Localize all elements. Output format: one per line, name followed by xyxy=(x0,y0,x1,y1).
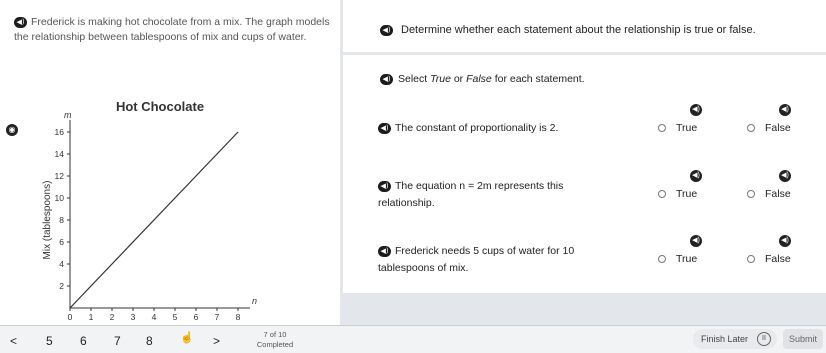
intro-text xyxy=(14,15,334,45)
chart-title: Hot Chocolate xyxy=(115,99,205,114)
speaker-icon[interactable]: ◀) xyxy=(378,181,391,192)
statement-3-text: Frederick needs 5 cups of water for 10 tablespoons of mix. xyxy=(378,245,575,274)
y-tick-label: 10 xyxy=(54,193,64,203)
speaker-icon[interactable]: ◀) xyxy=(14,17,27,28)
true-label: True xyxy=(676,188,698,200)
speaker-icon[interactable]: ◀) xyxy=(690,170,702,182)
hot-chocolate-chart xyxy=(0,95,330,325)
speaker-icon[interactable]: ◀) xyxy=(380,74,393,85)
radio-button[interactable] xyxy=(658,255,666,263)
instruction-or: or xyxy=(450,73,467,85)
x-variable-label: n xyxy=(252,296,258,306)
y-tick-label: 12 xyxy=(54,171,64,181)
y-tick-label: 14 xyxy=(54,149,64,159)
x-tick-label: 5 xyxy=(172,312,178,322)
statement-1 xyxy=(378,120,598,137)
page-5-button[interactable]: 5 xyxy=(46,334,53,348)
statement-2-text: The equation n = 2m represents this relationship. xyxy=(378,180,564,209)
finish-later-label: Finish Later xyxy=(701,334,749,344)
instruction-false: False xyxy=(466,73,492,85)
question-title xyxy=(380,24,756,36)
speaker-icon[interactable]: ◀) xyxy=(690,104,702,116)
x-tick-label: 4 xyxy=(151,312,157,322)
y-tick-label: 4 xyxy=(59,259,64,269)
statement-3-false-option[interactable] xyxy=(747,253,791,265)
speaker-icon[interactable]: ◀) xyxy=(378,123,391,134)
statement-1-false-option[interactable] xyxy=(747,122,791,134)
finish-later-button[interactable] xyxy=(693,329,777,349)
radio-button[interactable] xyxy=(658,190,666,198)
x-tick-label: 8 xyxy=(235,312,241,322)
speaker-icon[interactable]: ◀) xyxy=(779,170,791,182)
y-variable-label: m xyxy=(64,110,72,120)
statement-row-3 xyxy=(378,237,818,279)
prev-page-button[interactable]: < xyxy=(10,334,18,348)
instruction-true: True xyxy=(430,73,451,85)
speaker-icon[interactable]: ◀) xyxy=(779,235,791,247)
false-label: False xyxy=(765,122,791,134)
series-line xyxy=(70,132,238,308)
false-label: False xyxy=(765,253,791,265)
y-tick-label: 8 xyxy=(59,215,64,225)
statement-2-true-option[interactable] xyxy=(658,188,697,200)
pointer-hand-icon: ☝ xyxy=(180,332,194,344)
y-tick-label: 6 xyxy=(59,237,64,247)
progress-count: 7 of 10 xyxy=(263,330,287,339)
statement-row-2 xyxy=(378,172,818,214)
chart-svg xyxy=(0,95,330,325)
speaker-icon[interactable]: ◀) xyxy=(378,246,391,257)
x-tick-label: 6 xyxy=(193,312,199,322)
page-6-button[interactable]: 6 xyxy=(80,334,87,348)
speaker-icon[interactable]: ◀) xyxy=(380,25,393,36)
instruction-prefix: Select xyxy=(398,73,431,85)
speaker-icon[interactable]: ◀) xyxy=(690,235,702,247)
statement-2-false-option[interactable] xyxy=(747,188,791,200)
progress-indicator xyxy=(255,330,295,350)
intro-paragraph: Frederick is making hot chocolate from a mix. The graph models the relationship between tablespoons of mix and cups of water. xyxy=(14,16,330,43)
pause-icon: II xyxy=(757,332,771,346)
y-axis-label: Mix (tablespoons) xyxy=(42,180,53,260)
speaker-icon[interactable]: ◀) xyxy=(779,104,791,116)
zoom-icon[interactable]: ◉ xyxy=(6,124,18,136)
page-8-button[interactable]: 8 xyxy=(146,334,153,348)
true-label: True xyxy=(676,253,698,265)
x-tick-label: 1 xyxy=(88,312,94,322)
x-tick-label: 0 xyxy=(67,312,73,322)
radio-button[interactable] xyxy=(747,190,755,198)
instruction-text xyxy=(380,73,585,85)
next-page-button[interactable]: > xyxy=(213,334,221,348)
statement-3 xyxy=(378,243,598,277)
progress-label: Completed xyxy=(256,340,294,349)
x-tick-label: 3 xyxy=(130,312,136,322)
statement-row-1 xyxy=(378,106,818,142)
statement-3-true-option[interactable] xyxy=(658,253,697,265)
page-7-button[interactable]: 7 xyxy=(114,334,121,348)
submit-button[interactable]: Submit xyxy=(783,329,823,349)
true-label: True xyxy=(676,122,698,134)
y-tick-label: 2 xyxy=(59,281,64,291)
radio-button[interactable] xyxy=(747,124,755,132)
x-tick-label: 2 xyxy=(109,312,115,322)
radio-button[interactable] xyxy=(658,124,666,132)
x-tick-label: 7 xyxy=(214,312,220,322)
radio-button[interactable] xyxy=(747,255,755,263)
statement-2 xyxy=(378,178,588,212)
instruction-suffix: for each statement. xyxy=(491,73,585,85)
bottom-navigation-bar xyxy=(0,325,826,353)
statement-1-true-option[interactable] xyxy=(658,122,697,134)
question-title-text: Determine whether each statement about the relationship is true or false. xyxy=(401,24,756,36)
statement-1-text: The constant of proportionality is 2. xyxy=(395,122,559,134)
false-label: False xyxy=(765,188,791,200)
y-tick-label: 16 xyxy=(54,127,64,137)
